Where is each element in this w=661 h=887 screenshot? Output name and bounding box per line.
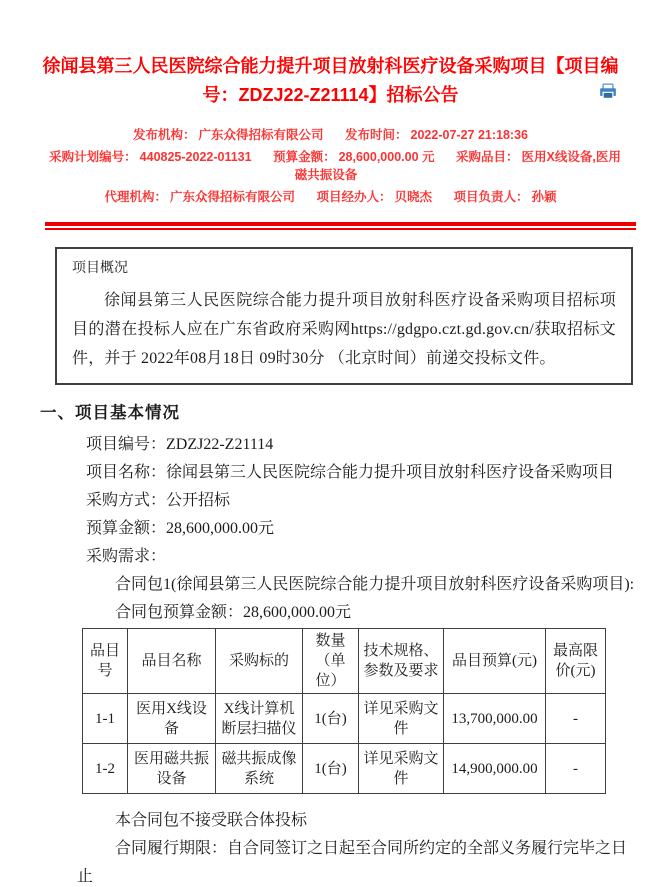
cell-item-no: 1-1 [83, 694, 128, 744]
cell-quantity: 1(台) [303, 694, 359, 744]
package-budget-line: 合同包预算金额：28,600,000.00元 [115, 604, 352, 621]
col-item-no: 品目号 [83, 629, 128, 694]
meta-row-2 [37, 148, 625, 184]
note-contract-duration: 合同履行期限：自合同签订之日起至合同所约定的全部义务履行完毕之日止 [77, 840, 628, 885]
contract-package-line: 合同包1(徐闻县第三人民医院综合能力提升项目放射科医疗设备采购项目): [115, 576, 635, 593]
meta-row-1 [37, 126, 625, 144]
col-procure-target: 采购标的 [216, 629, 303, 694]
meta-publisher: 发布机构： 广东众得招标有限公司 [133, 128, 324, 142]
page-title: 徐闻县第三人民医院综合能力提升项目放射科医疗设备采购项目【项目编号：ZDZJ22-Z21114】招标公告 [42, 56, 619, 105]
red-divider [45, 222, 636, 230]
overview-body: 徐闻县第三人民医院综合能力提升项目放射科医疗设备采购项目招标项目的潜在投标人应在广东省政府采购网https://gdgpo.czt.gd.gov.cn/获取招标文件，并于 2022年08月18日 09时30分 （北京时间）前递交投标文件。 [72, 292, 616, 367]
meta-budget: 预算金额： 28,600,000.00 元 [273, 150, 435, 164]
meta-agency: 代理机构： 广东众得招标有限公司 [104, 190, 295, 204]
field-project-no: 项目编号：ZDZJ22-Z21114 [86, 436, 274, 453]
meta-publish-time: 发布时间： 2022-07-27 21:18:36 [345, 128, 528, 142]
cell-quantity: 1(台) [303, 744, 359, 794]
meta-category: 采购品目： 医用X线设备,医用磁共振设备 [294, 150, 621, 182]
notes-block [58, 807, 640, 887]
cell-item-budget: 14,900,000.00 [444, 744, 546, 794]
cell-max-price: - [546, 744, 606, 794]
cell-item-no: 1-2 [83, 744, 128, 794]
field-project-name: 项目名称：徐闻县第三人民医院综合能力提升项目放射科医疗设备采购项目 [86, 464, 615, 481]
cell-tech-spec: 详见采购文件 [359, 744, 444, 794]
table-header-row [83, 629, 606, 694]
col-item-budget: 品目预算(元) [444, 629, 546, 694]
field-budget: 预算金额：28,600,000.00元 [86, 520, 275, 537]
printer-icon[interactable] [599, 83, 617, 101]
overview-heading: 项目概况 [72, 261, 128, 276]
section-1-content [58, 431, 640, 887]
section-1-heading: 一、项目基本情况 [40, 403, 180, 422]
cell-item-budget: 13,700,000.00 [444, 694, 546, 744]
divider-bar-thin [45, 228, 636, 230]
table-row [83, 744, 606, 794]
table-row [83, 694, 606, 744]
meta-plan-no: 采购计划编号： 440825-2022-01131 [49, 150, 252, 164]
field-procure-method: 采购方式：公开招标 [86, 492, 231, 509]
cell-item-name: 医用磁共振设备 [128, 744, 216, 794]
items-table [82, 628, 606, 794]
field-requirement: 采购需求： [86, 548, 167, 565]
divider-bar-thick [45, 222, 636, 226]
col-item-name: 品目名称 [128, 629, 216, 694]
cell-procure-target: X线计算机断层扫描仪 [216, 694, 303, 744]
cell-tech-spec: 详见采购文件 [359, 694, 444, 744]
cell-max-price: - [546, 694, 606, 744]
cell-procure-target: 磁共振成像系统 [216, 744, 303, 794]
col-quantity: 数量（单位） [303, 629, 359, 694]
meta-leader: 项目负责人： 孙颖 [453, 190, 557, 204]
project-overview-box [55, 247, 633, 385]
title-block [31, 52, 631, 110]
note-no-consortium: 本合同包不接受联合体投标 [115, 812, 308, 829]
meta-row-3 [37, 188, 625, 206]
col-tech-spec: 技术规格、参数及要求 [359, 629, 444, 694]
col-max-price: 最高限价(元) [546, 629, 606, 694]
cell-item-name: 医用X线设备 [128, 694, 216, 744]
meta-block [37, 126, 625, 206]
meta-handler: 项目经办人： 贝晓杰 [316, 190, 433, 204]
